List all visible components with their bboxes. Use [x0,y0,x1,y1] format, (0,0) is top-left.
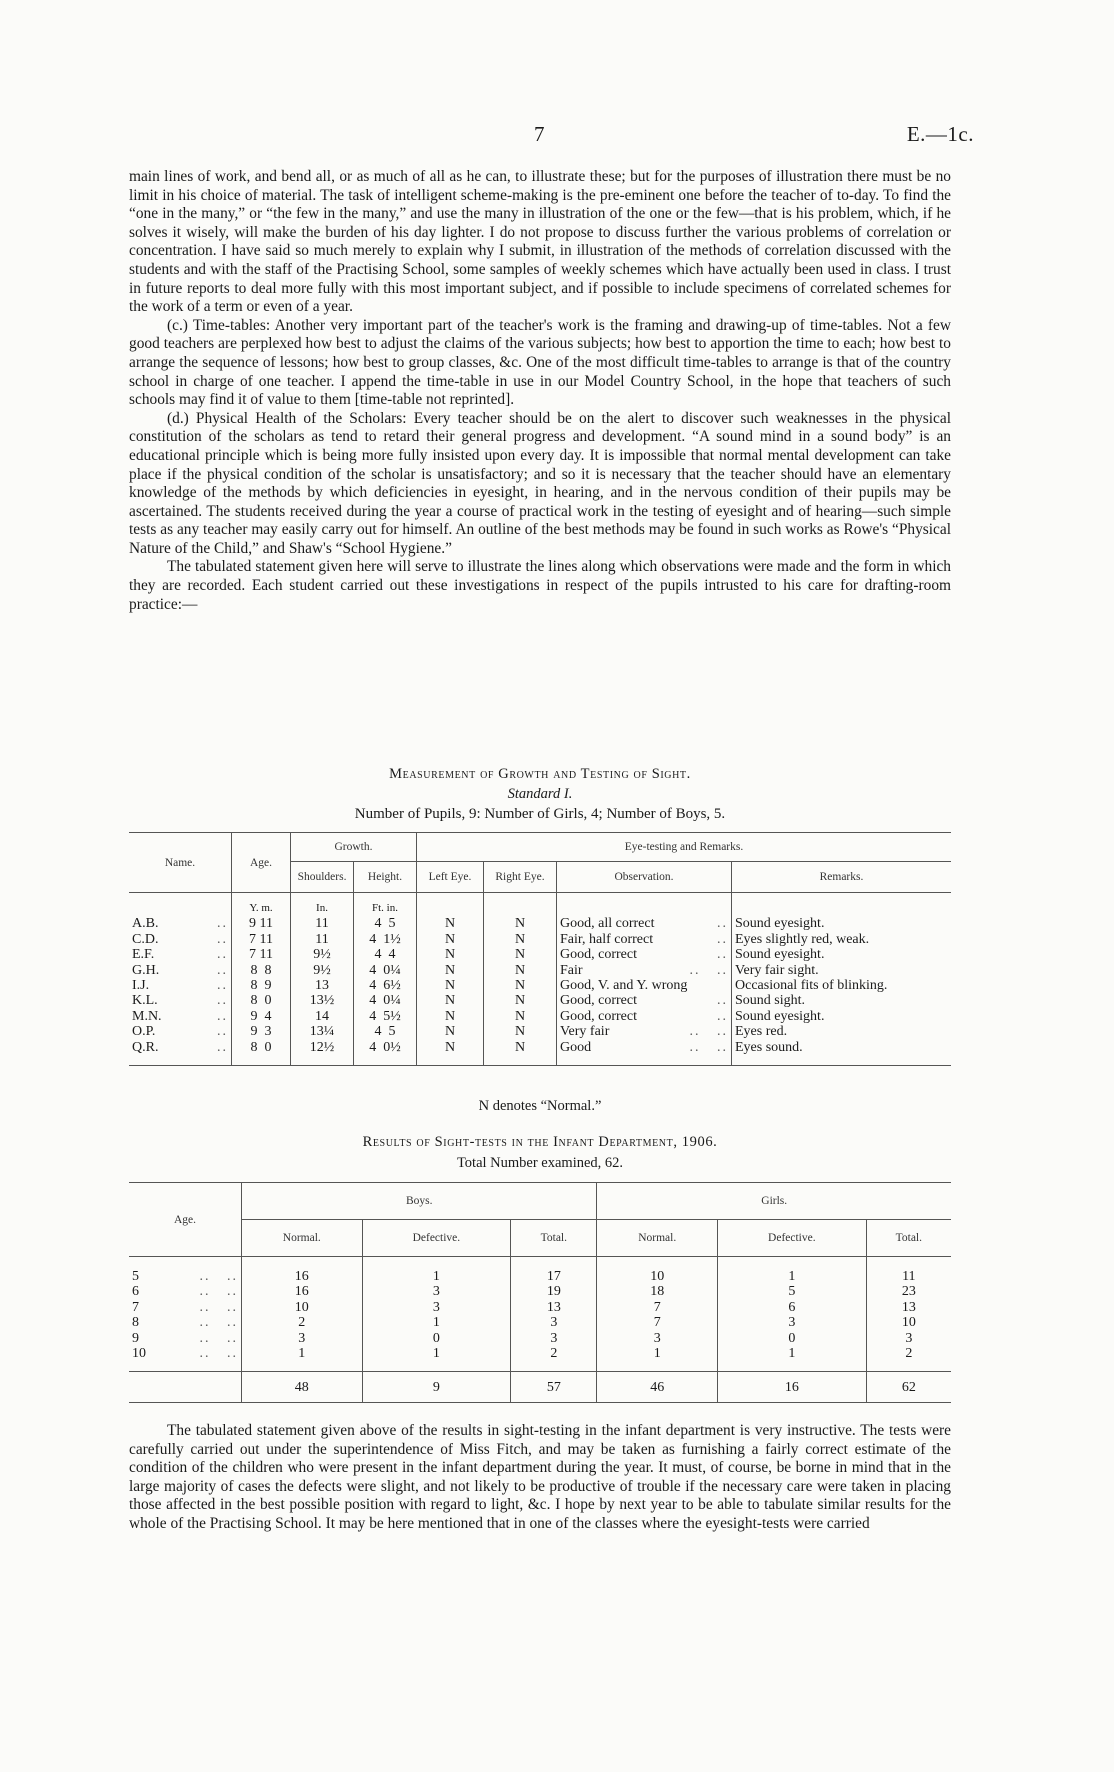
table-row [129,947,951,962]
cell-boys-total: 3 [511,1331,597,1346]
cell-observation-text: Very fair [560,1024,610,1040]
cell-left-eye-text: N [444,962,456,978]
cell-name-text: A.B. [132,916,159,932]
total-girls-total: 62 [866,1372,951,1403]
cell-shoulders [291,993,354,1008]
cell-left-eye-text: N [444,978,456,994]
cell-observation [557,1024,732,1039]
col-header-boys-normal: Normal. [242,1220,363,1257]
table-row [129,963,951,978]
leader-dots: .. [217,1008,228,1024]
cell-age-text: 10 [132,1346,146,1362]
cell-boys-normal: 16 [242,1284,363,1299]
cell-girls-total: 11 [866,1269,951,1284]
cell-remarks-text: Sound eyesight. [735,916,825,932]
cell-remarks [732,947,952,962]
cell-boys-defective: 1 [362,1346,511,1361]
cell-right-eye [484,978,557,993]
cell-name-text: O.P. [132,1024,156,1040]
cell-name [129,978,232,993]
cell-boys-total: 17 [511,1269,597,1284]
cell-left-eye-text: N [444,916,456,932]
cell-shoulders [291,1024,354,1039]
col-header-observation: Observation. [557,862,732,893]
cell-age [232,1024,291,1039]
cell-age [232,963,291,978]
cell-age-text: 9 4 [250,1008,272,1024]
leader-dots: .. .. [199,1299,238,1315]
cell-observation [557,932,732,947]
leader-dots: .. .. [199,1330,238,1346]
cell-name [129,1040,232,1055]
cell-observation-text: Good, correct [560,1008,637,1024]
leader-dots: .. [217,993,228,1009]
cell-girls-total: 23 [866,1284,951,1299]
total-girls-normal: 46 [597,1372,718,1403]
page-number: 7 [534,122,545,146]
col-header-height: Height. [354,862,417,893]
leader-dots: .. [217,931,228,947]
cell-left-eye [417,963,484,978]
cell-observation [557,993,732,1008]
cell-boys-total: 13 [511,1300,597,1315]
cell-boys-normal: 1 [242,1346,363,1361]
cell-remarks [732,963,952,978]
cell-left-eye-text: N [444,993,456,1009]
leader-dots: .. .. [689,1039,728,1055]
cell-remarks-text: Very fair sight. [735,962,819,978]
col-header-girls: Girls. [597,1183,951,1220]
cell-girls-normal: 7 [597,1300,718,1315]
cell-name-text: M.N. [132,1008,162,1024]
cell-observation-text: Fair [560,962,583,978]
cell-left-eye [417,947,484,962]
cell-boys-normal: 10 [242,1300,363,1315]
cell-name [129,963,232,978]
col-header-shoulders: Shoulders. [291,862,354,893]
cell-name-text: E.F. [132,947,155,963]
table-row [129,978,951,993]
cell-name-text: C.D. [132,931,159,947]
col-header-age: Age. [173,1213,197,1226]
page-header [0,122,1114,152]
cell-girls-total: 2 [866,1346,951,1361]
cell-name [129,947,232,962]
cell-age-text: 8 8 [250,962,272,978]
paragraph: The tabulated statement given here will serve to illustrate the lines along which observations were made and the form in which they are recorded. Each student carried out these investigations in respect of the pupils intrusted to his care for drafting-room practice:— [129,558,951,613]
cell-remarks [732,1024,952,1039]
cell-height-text: 4 0¼ [369,993,401,1009]
total-boys-defective: 9 [362,1372,511,1403]
cell-right-eye-text: N [514,1039,526,1055]
table-row [129,993,951,1008]
paragraph: (d.) Physical Health of the Scholars: Every teacher should be on the alert to discover such weaknesses in the physical constitution of the scholars as tend to retard their general progress and development. “A sound mind in a sound body” is an educational principle which is being more fully insisted upon every day. It is impossible that normal mental development can take place if the physical condition of the scholar is unsatisfactory; and so it is necessary that the teacher should have an elementary knowledge of the methods by which deficiencies in eyesight, in hearing, and in the nervous condition of their pupils may be ascertained. The students received during the year a course of practical work in the testing of eyesight and of hearing—such simple tests as any teacher may easily carry out for himself. An outline of the best methods may be found in such works as Rowe's “Physical Nature of the Child,” and Shaw's “School Hygiene.” [129,409,951,557]
cell-observation-text: Fair, half correct [560,931,654,947]
cell-observation [557,1009,732,1024]
cell-height [354,947,417,962]
table-row [129,1315,951,1330]
cell-shoulders [291,963,354,978]
cell-left-eye-text: N [444,947,456,963]
cell-remarks [732,916,952,931]
col-header-girls-normal: Normal. [597,1220,718,1257]
cell-height-text: 4 0¼ [369,962,401,978]
cell-observation-text: Good [560,1039,592,1055]
cell-shoulders [291,932,354,947]
cell-observation [557,1040,732,1055]
cell-age-text: 6 [132,1284,139,1300]
cell-boys-total: 19 [511,1284,597,1299]
col-header-growth: Growth. [291,833,417,862]
cell-left-eye-text: N [444,1008,456,1024]
cell-age-text: 7 11 [249,947,273,963]
totals-row [129,1372,951,1403]
cell-right-eye [484,932,557,947]
cell-height [354,978,417,993]
cell-right-eye-text: N [514,993,526,1009]
cell-right-eye [484,993,557,1008]
cell-age-text: 8 9 [250,978,272,994]
cell-girls-total: 3 [866,1331,951,1346]
growth-sight-table [129,832,951,1066]
table-row [129,1009,951,1024]
col-header-age: Age. [232,833,291,893]
table-row [129,916,951,931]
cell-girls-defective: 3 [718,1315,867,1330]
paragraph: main lines of work, and bend all, or as much of all as he can, to illustrate these; but for the purposes of illustration there must be no limit in his choice of material. The task of intelligent scheme-making is the pre-eminent one before the teacher of to-day. To find the “one in the many,” or “the few in the many,” and use the many in illustration of the one or the few—that is his problem, which, if he solves it wisely, will make the burden of his day lighter. I do not propose to discuss further the various problems of correlation or concentration. I have said so much merely to explain why I submit, in illustration of the methods of correlation discussed with the students and with the staff of the Practising School, some samples of weekly schemes which have actually been used in class. I trust in future reports to deal more fully with this most important subject, and if possible to include specimens of correlated schemes for the work of a term or even of a year. [129,168,951,316]
cell-height [354,963,417,978]
cell-observation [557,916,732,931]
cell-age-text: 8 0 [250,993,272,1009]
cell-right-eye [484,916,557,931]
cell-right-eye [484,1024,557,1039]
sight-test-results-table [129,1182,951,1403]
cell-boys-normal: 16 [242,1269,363,1284]
cell-boys-normal: 2 [242,1315,363,1330]
cell-shoulders-text: 9½ [313,947,331,963]
cell-girls-normal: 3 [597,1331,718,1346]
cell-name [129,1009,232,1024]
table-row [129,1024,951,1039]
table-1-body [129,893,951,1066]
table-1-subtitle: Standard I. [507,786,573,802]
table-2-title: Results of Sight-tests in the Infant Department, 1906. [362,1134,718,1150]
col-header-remarks: Remarks. [732,862,952,893]
cell-name [129,1024,232,1039]
table-row [129,1300,951,1315]
cell-boys-total: 3 [511,1315,597,1330]
cell-boys-defective: 0 [362,1331,511,1346]
cell-remarks-text: Eyes slightly red, weak. [735,931,870,947]
cell-girls-defective: 0 [718,1331,867,1346]
cell-age-text: 5 [132,1269,139,1284]
cell-name-text: K.L. [132,993,158,1009]
leader-dots: .. [217,962,228,978]
cell-age-text: 8 0 [250,1039,272,1055]
cell-remarks [732,1040,952,1055]
cell-name [129,932,232,947]
col-header-boys-defective: Defective. [362,1220,511,1257]
cell-observation-text: Good, all correct [560,916,655,932]
cell-name [129,993,232,1008]
cell-observation-text: Good, correct [560,993,637,1009]
cell-height-text: 4 6½ [369,978,401,994]
col-header-name: Name. [164,856,196,869]
cell-age [129,1331,242,1346]
unit-height: Ft. in. [354,893,417,917]
cell-right-eye-text: N [514,1008,526,1024]
cell-boys-normal: 3 [242,1331,363,1346]
cell-left-eye [417,916,484,931]
cell-height-text: 4 5 [374,916,396,932]
cell-right-eye [484,1009,557,1024]
table-row [129,1269,951,1284]
total-girls-defective: 16 [718,1372,867,1403]
leader-dots: .. .. [199,1269,238,1284]
cell-girls-normal: 1 [597,1346,718,1361]
cell-remarks-text: Occasional fits of blinking. [735,978,888,994]
cell-right-eye [484,947,557,962]
table-row [129,932,951,947]
cell-boys-defective: 1 [362,1315,511,1330]
cell-height [354,1040,417,1055]
cell-age [232,932,291,947]
cell-shoulders [291,1009,354,1024]
cell-height-text: 4 5½ [369,1008,401,1024]
cell-remarks-text: Eyes sound. [735,1039,803,1055]
cell-observation [557,978,732,993]
cell-right-eye-text: N [514,931,526,947]
cell-remarks-text: Sound sight. [735,993,806,1009]
table-row [129,1346,951,1361]
col-header-girls-defective: Defective. [718,1220,867,1257]
cell-height [354,1009,417,1024]
cell-left-eye [417,993,484,1008]
cell-age [129,1269,242,1284]
leader-dots: .. [217,1039,228,1055]
cell-left-eye [417,932,484,947]
col-header-left-eye: Left Eye. [417,862,484,893]
cell-left-eye [417,978,484,993]
cell-remarks-text: Sound eyesight. [735,947,825,963]
cell-height [354,916,417,931]
cell-shoulders [291,978,354,993]
leader-dots: .. .. [689,1024,728,1040]
leader-dots: .. [717,947,728,963]
leader-dots: .. .. [689,962,728,978]
unit-shoulders: In. [291,893,354,917]
leader-dots: .. [717,993,728,1009]
cell-age-text: 9 [132,1330,139,1346]
cell-age-text: 7 [132,1299,139,1315]
cell-observation [557,947,732,962]
cell-remarks [732,932,952,947]
leader-dots: .. [217,978,228,994]
cell-observation-text: Good, correct [560,947,637,963]
cell-name-text: Q.R. [132,1039,159,1055]
cell-girls-normal: 10 [597,1269,718,1284]
col-header-girls-total: Total. [866,1220,951,1257]
table-1-title: Measurement of Growth and Testing of Sight. [389,766,691,782]
leader-dots: .. .. [199,1284,238,1300]
cell-age [232,1040,291,1055]
cell-age-text: 9 11 [249,916,273,932]
cell-age [232,978,291,993]
cell-shoulders-text: 11 [315,916,329,932]
cell-observation [557,963,732,978]
cell-name-text: G.H. [132,962,160,978]
cell-height [354,1024,417,1039]
cell-height [354,993,417,1008]
table-row [129,1331,951,1346]
cell-height-text: 4 0½ [369,1039,401,1055]
cell-remarks-text: Sound eyesight. [735,1008,825,1024]
leader-dots: .. [717,931,728,947]
cell-shoulders-text: 13¼ [309,1024,335,1040]
cell-age-text: 8 [132,1315,139,1331]
cell-shoulders-text: 14 [315,1008,329,1024]
cell-boys-defective: 3 [362,1284,511,1299]
cell-age [129,1284,242,1299]
cell-left-eye [417,1040,484,1055]
cell-left-eye-text: N [444,1039,456,1055]
cell-girls-total: 10 [866,1315,951,1330]
cell-shoulders [291,947,354,962]
leader-dots: .. .. [199,1346,238,1362]
cell-height [354,932,417,947]
cell-age [129,1315,242,1330]
leader-dots: .. [717,1008,728,1024]
cell-girls-total: 13 [866,1300,951,1315]
cell-girls-defective: 5 [718,1284,867,1299]
cell-age [232,1009,291,1024]
cell-height-text: 4 5 [374,1024,396,1040]
cell-remarks [732,978,952,993]
cell-height-text: 4 1½ [369,931,401,947]
body-text-bottom [129,1422,951,1534]
leader-dots: .. [217,947,228,963]
cell-age-text: 7 11 [249,931,273,947]
cell-girls-defective: 6 [718,1300,867,1315]
document-reference: E.—1c. [906,122,974,146]
cell-observation-text: Good, V. and Y. wrong [560,978,688,994]
cell-age [129,1300,242,1315]
cell-right-eye-text: N [514,978,526,994]
cell-shoulders-text: 11 [315,931,329,947]
cell-shoulders-text: 9½ [313,962,331,978]
cell-shoulders [291,916,354,931]
cell-girls-defective: 1 [718,1346,867,1361]
cell-right-eye-text: N [514,1024,526,1040]
cell-age [232,993,291,1008]
col-header-right-eye: Right Eye. [484,862,557,893]
leader-dots: .. [717,916,728,932]
cell-boys-defective: 3 [362,1300,511,1315]
total-boys-total: 57 [511,1372,597,1403]
cell-remarks [732,993,952,1008]
table-row [129,1040,951,1055]
body-text-top [129,168,951,614]
cell-left-eye [417,1009,484,1024]
cell-name-text: I.J. [132,978,150,994]
cell-remarks-text: Eyes red. [735,1024,788,1040]
table-1-note: N denotes “Normal.” [478,1098,602,1114]
table-2-total: Total Number examined, 62. [456,1155,624,1171]
cell-height-text: 4 4 [374,947,396,963]
total-boys-normal: 48 [242,1372,363,1403]
cell-right-eye [484,963,557,978]
cell-name [129,916,232,931]
table-1-counts: Number of Pupils, 9: Number of Girls, 4; Number of Boys, 5. [354,806,726,822]
cell-boys-defective: 1 [362,1269,511,1284]
cell-age-text: 9 3 [250,1024,272,1040]
cell-right-eye-text: N [514,947,526,963]
cell-age [232,916,291,931]
cell-left-eye [417,1024,484,1039]
leader-dots: .. [217,916,228,932]
paragraph: (c.) Time-tables: Another very important part of the teacher's work is the framing and drawing-up of time-tables. Not a few good teachers are perplexed how best to adjust the claims of the various subjects; how best to apportion the time to each; how best to arrange the sequence of lessons; how best to group classes, &c. One of the most difficult time-tables to arrange is that of the country school in charge of one teacher. I append the time-table in use in our Model Country School, in the hope that teachers of such schools may find it of value to them [time-table not reprinted]. [129,316,951,409]
cell-girls-defective: 1 [718,1269,867,1284]
cell-shoulders-text: 12½ [309,1039,335,1055]
leader-dots: .. [217,1024,228,1040]
col-header-eye-testing: Eye-testing and Remarks. [417,833,952,862]
table-row [129,1284,951,1299]
cell-girls-normal: 7 [597,1315,718,1330]
col-header-boys-total: Total. [511,1220,597,1257]
col-header-boys: Boys. [242,1183,597,1220]
cell-age [232,947,291,962]
cell-shoulders [291,1040,354,1055]
cell-boys-total: 2 [511,1346,597,1361]
cell-left-eye-text: N [444,931,456,947]
table-2-body [129,1257,951,1403]
cell-girls-normal: 18 [597,1284,718,1299]
cell-remarks [732,1009,952,1024]
leader-dots: .. .. [199,1315,238,1331]
cell-left-eye-text: N [444,1024,456,1040]
cell-right-eye [484,1040,557,1055]
cell-shoulders-text: 13 [315,978,329,994]
cell-shoulders-text: 13½ [309,993,335,1009]
cell-right-eye-text: N [514,962,526,978]
cell-right-eye-text: N [514,916,526,932]
paragraph: The tabulated statement given above of the results in sight-testing in the infant department is very instructive. The tests were carefully carried out under the superintendence of Miss Fitch, and may be taken as furnishing a fairly correct estimate of the condition of the children who were present in the infant department during the year. It must, of course, be borne in mind that in the large majority of cases the defects were slight, and not likely to be productive of trouble if the necessary care were taken in placing those affected in the best possible position with regard to light, &c. I hope by next year to be able to tabulate similar results for the whole of the Practising School. It may be here mentioned that in one of the classes where the eyesight-tests were carried [129,1422,951,1532]
unit-age: Y. m. [232,893,291,917]
cell-age [129,1346,242,1361]
